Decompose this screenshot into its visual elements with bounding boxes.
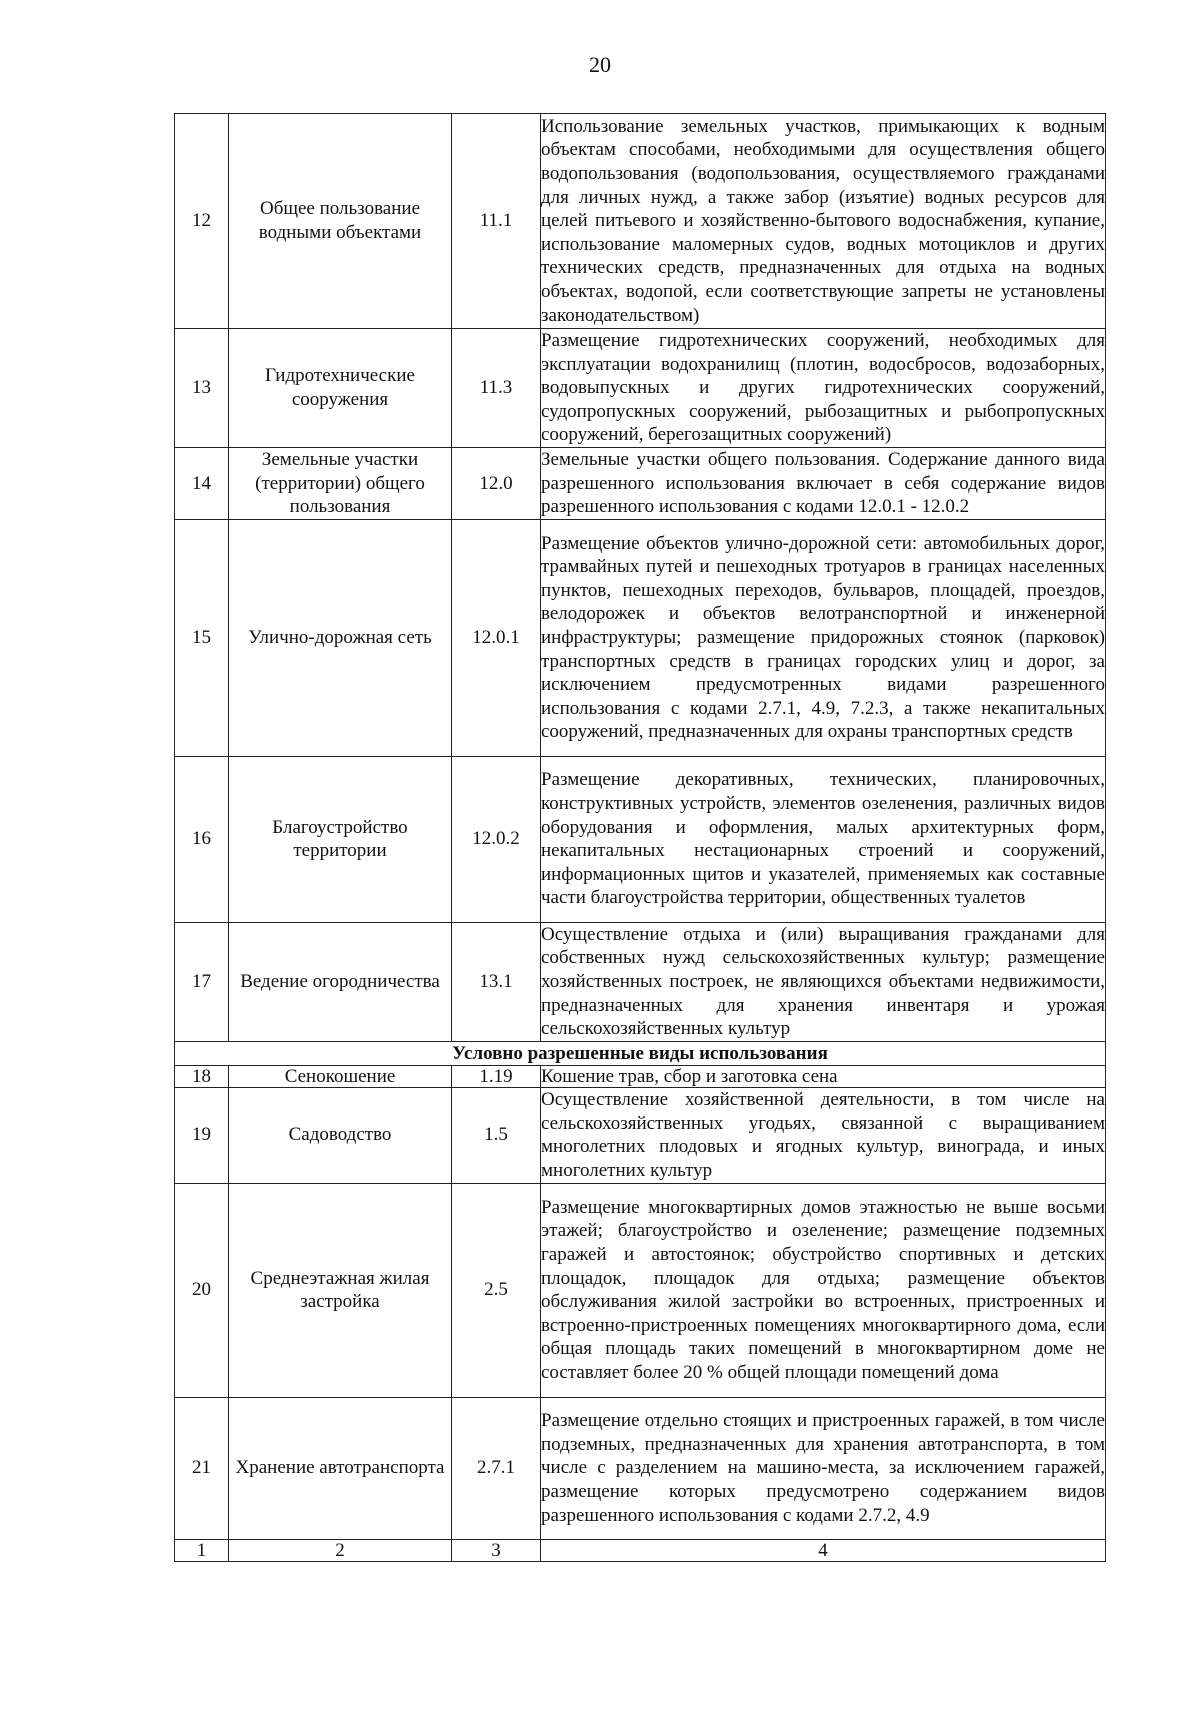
table-row — [175, 922, 1106, 1041]
use-type-code: 13.1 — [452, 922, 541, 1041]
use-type-description: Осуществление отдыха и (или) выращивания гражданами для собственных нужд сельскохозяйственных культур; размещение хозяйственных построек, не являющихся объектами недвижимости, предназначенных для хранения инвентаря и урожая сельскохозяйственных культур — [541, 922, 1106, 1041]
use-type-code: 2.7.1 — [452, 1397, 541, 1539]
use-type-name: Земельные участки (территории) общего пользования — [229, 447, 452, 519]
table-row — [175, 1087, 1106, 1183]
row-number: 20 — [175, 1183, 229, 1397]
row-number: 13 — [175, 329, 229, 448]
use-type-name: Сенокошение — [229, 1065, 452, 1087]
use-type-name: Садоводство — [229, 1087, 452, 1183]
use-type-description: Земельные участки общего пользования. Содержание данного вида разрешенного использования включает в себя содержание видов разрешенного использования с кодами 12.0.1 - 12.0.2 — [541, 447, 1106, 519]
column-index: 4 — [541, 1539, 1106, 1561]
use-type-code: 12.0.1 — [452, 519, 541, 756]
use-type-description: Размещение отдельно стоящих и пристроенных гаражей, в том числе подземных, предназначенных для хранения автотранспорта, в том числе с разделением на машино-места, за исключением гаражей, размещение которых предусмотрено содержанием видов разрешенного использования с кодами 2.7.2, 4.9 — [541, 1397, 1106, 1539]
use-type-name: Общее пользование водными объектами — [229, 114, 452, 329]
column-index: 1 — [175, 1539, 229, 1561]
land-use-table — [174, 113, 1106, 1562]
page-number: 20 — [589, 52, 611, 77]
use-type-name: Благоустройство территории — [229, 756, 452, 922]
use-type-description: Размещение объектов улично-дорожной сети: автомобильных дорог, трамвайных путей и пешеходных тротуаров в границах населенных пунктов, пешеходных переходов, бульваров, площадей, проездов, велодорожек и объектов велотранспортной и инженерной инфраструктуры; размещение придорожных стоянок (парковок) транспортных средств в границах городских улиц и дорог, за исключением предусмотренных видами разрешенного использования с кодами 2.7.1, 4.9, 7.2.3, а также некапитальных сооружений, предназначенных для охраны транспортных средств — [541, 519, 1106, 756]
use-type-description: Размещение декоративных, технических, планировочных, конструктивных устройств, элементов озеленения, различных видов оборудования и оформления, малых архитектурных форм, некапитальных нестационарных строений и сооружений, информационных щитов и указателей, применяемых как составные части благоустройства территории, общественных туалетов — [541, 756, 1106, 922]
column-index: 3 — [452, 1539, 541, 1561]
row-number: 18 — [175, 1065, 229, 1087]
column-index-row — [175, 1539, 1106, 1561]
use-type-description: Осуществление хозяйственной деятельности, в том числе на сельскохозяйственных угодьях, связанной с выращиванием многолетних плодовых и ягодных культур, винограда, и иных многолетних культур — [541, 1087, 1106, 1183]
row-number: 21 — [175, 1397, 229, 1539]
row-number: 19 — [175, 1087, 229, 1183]
table-row — [175, 756, 1106, 922]
use-type-code: 12.0.2 — [452, 756, 541, 922]
table-row — [175, 519, 1106, 756]
use-type-code: 2.5 — [452, 1183, 541, 1397]
row-number: 16 — [175, 756, 229, 922]
row-number: 15 — [175, 519, 229, 756]
table-row — [175, 329, 1106, 448]
table-row — [175, 1183, 1106, 1397]
table-row — [175, 1065, 1106, 1087]
use-type-code: 1.5 — [452, 1087, 541, 1183]
use-type-code: 11.1 — [452, 114, 541, 329]
section-header-row — [175, 1041, 1106, 1065]
use-type-code: 11.3 — [452, 329, 541, 448]
use-type-description: Использование земельных участков, примыкающих к водным объектам способами, необходимыми для осуществления общего водопользования (водопользования, осуществляемого гражданами для личных нужд, а также забор (изъятие) водных ресурсов для целей питьевого и хозяйственно-бытового водоснабжения, купание, использование маломерных судов, водных мотоциклов и других технических средств, предназначенных для отдыха на водных объектах, водопой, если соответствующие запреты не установлены законодательством) — [541, 114, 1106, 329]
use-type-description: Кошение трав, сбор и заготовка сена — [541, 1065, 1106, 1087]
section-title: Условно разрешенные виды использования — [175, 1041, 1106, 1065]
column-index: 2 — [229, 1539, 452, 1561]
row-number: 14 — [175, 447, 229, 519]
use-type-name: Улично-дорожная сеть — [229, 519, 452, 756]
use-type-code: 1.19 — [452, 1065, 541, 1087]
use-type-name: Хранение автотранспорта — [229, 1397, 452, 1539]
use-type-name: Ведение огородничества — [229, 922, 452, 1041]
use-type-name: Среднеэтажная жилая застройка — [229, 1183, 452, 1397]
use-type-name: Гидротехнические сооружения — [229, 329, 452, 448]
table-row — [175, 114, 1106, 329]
row-number: 12 — [175, 114, 229, 329]
use-type-description: Размещение многоквартирных домов этажностью не выше восьми этажей; благоустройство и озеленение; размещение подземных гаражей и автостоянок; обустройство спортивных и детских площадок, площадок для отдыха; размещение объектов обслуживания жилой застройки во встроенных, пристроенных и встроенно-пристроенных помещениях многоквартирного дома, если общая площадь таких помещений в многоквартирном доме не составляет более 20 % общей площади помещений дома — [541, 1183, 1106, 1397]
row-number: 17 — [175, 922, 229, 1041]
table-row — [175, 1397, 1106, 1539]
use-type-code: 12.0 — [452, 447, 541, 519]
use-type-description: Размещение гидротехнических сооружений, необходимых для эксплуатации водохранилищ (плотин, водосбросов, водозаборных, водовыпускных и других гидротехнических сооружений, судопропускных сооружений, рыбозащитных и рыбопропускных сооружений, берегозащитных сооружений) — [541, 329, 1106, 448]
table-row — [175, 447, 1106, 519]
